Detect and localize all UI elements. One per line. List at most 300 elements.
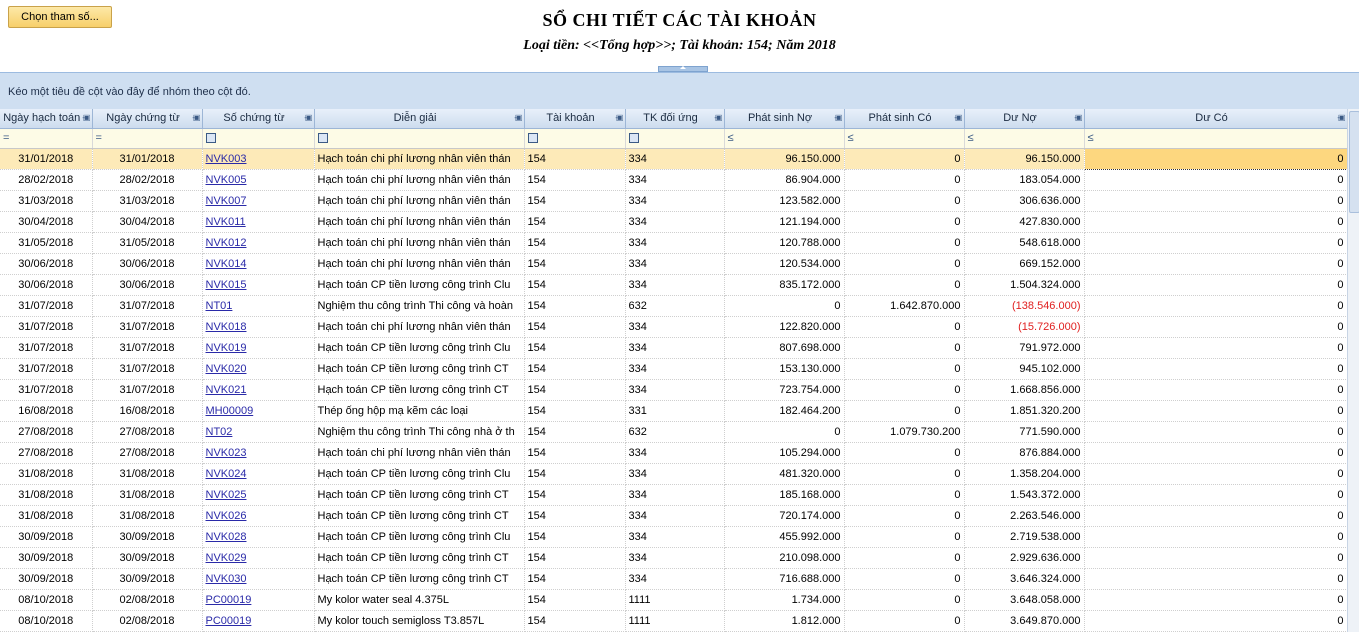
table-row[interactable] — [0, 379, 1347, 400]
cell-debit-amount[interactable]: 121.194.000 — [724, 211, 844, 232]
cell-credit-balance[interactable]: 0 — [1084, 505, 1347, 526]
cell-posting-date[interactable]: 31/03/2018 — [0, 190, 92, 211]
column-header-credit-balance[interactable] — [1084, 109, 1347, 128]
filter-cell-debit-amount[interactable] — [724, 128, 844, 148]
cell-voucher-date[interactable]: 27/08/2018 — [92, 442, 202, 463]
cell-posting-date[interactable]: 08/10/2018 — [0, 610, 92, 631]
filter-checkbox-icon[interactable] — [318, 133, 328, 143]
cell-credit-amount[interactable]: 0 — [844, 610, 964, 631]
cell-account[interactable]: 154 — [524, 190, 625, 211]
voucher-link[interactable]: NVK026 — [205, 509, 247, 522]
cell-debit-balance[interactable]: (15.726.000) — [964, 316, 1084, 337]
column-header-contra-account[interactable] — [625, 109, 724, 128]
cell-account[interactable]: 154 — [524, 295, 625, 316]
cell-credit-amount[interactable]: 0 — [844, 400, 964, 421]
cell-voucher-date[interactable]: 30/09/2018 — [92, 568, 202, 589]
cell-voucher-date[interactable]: 30/06/2018 — [92, 274, 202, 295]
cell-credit-amount[interactable]: 0 — [844, 274, 964, 295]
cell-account[interactable]: 154 — [524, 211, 625, 232]
cell-account[interactable]: 154 — [524, 253, 625, 274]
cell-debit-amount[interactable]: 153.130.000 — [724, 358, 844, 379]
filter-operator[interactable]: ≤ — [1087, 132, 1094, 144]
cell-contra-account[interactable]: 334 — [625, 274, 724, 295]
cell-contra-account[interactable]: 334 — [625, 526, 724, 547]
cell-description[interactable]: Nghiệm thu công trình Thi công nhà ở th — [314, 421, 524, 442]
voucher-link[interactable]: PC00019 — [205, 593, 252, 606]
table-row[interactable] — [0, 316, 1347, 337]
cell-debit-balance[interactable]: 1.504.324.000 — [964, 274, 1084, 295]
pin-icon[interactable]: -▣ — [834, 113, 841, 122]
cell-description[interactable]: Hạch toán CP tiền lương công trình CT — [314, 505, 524, 526]
cell-posting-date[interactable]: 31/01/2018 — [0, 148, 92, 169]
cell-contra-account[interactable]: 1111 — [625, 610, 724, 631]
cell-description[interactable]: Hạch toán CP tiền lương công trình Clu — [314, 274, 524, 295]
cell-account[interactable]: 154 — [524, 169, 625, 190]
cell-description[interactable]: My kolor water seal 4.375L — [314, 589, 524, 610]
cell-posting-date[interactable]: 27/08/2018 — [0, 421, 92, 442]
cell-description[interactable]: Hạch toán CP tiền lương công trình CT — [314, 484, 524, 505]
cell-credit-amount[interactable]: 0 — [844, 568, 964, 589]
cell-account[interactable]: 154 — [524, 610, 625, 631]
scrollbar-thumb[interactable] — [1349, 111, 1359, 213]
cell-contra-account[interactable]: 334 — [625, 379, 724, 400]
cell-posting-date[interactable]: 27/08/2018 — [0, 442, 92, 463]
cell-debit-amount[interactable]: 182.464.200 — [724, 400, 844, 421]
cell-voucher-date[interactable]: 31/07/2018 — [92, 295, 202, 316]
cell-account[interactable]: 154 — [524, 526, 625, 547]
cell-debit-balance[interactable]: 1.358.204.000 — [964, 463, 1084, 484]
cell-description[interactable]: Hạch toán CP tiền lương công trình Clu — [314, 463, 524, 484]
cell-contra-account[interactable]: 334 — [625, 442, 724, 463]
voucher-link[interactable]: NVK019 — [205, 341, 247, 354]
cell-credit-balance[interactable]: 0 — [1084, 568, 1347, 589]
table-row[interactable] — [0, 400, 1347, 421]
cell-credit-amount[interactable]: 0 — [844, 148, 964, 169]
pin-icon[interactable]: -▣ — [192, 113, 199, 122]
cell-account[interactable]: 154 — [524, 442, 625, 463]
cell-voucher-no — [202, 568, 314, 589]
cell-account[interactable]: 154 — [524, 547, 625, 568]
cell-credit-balance[interactable]: 0 — [1084, 274, 1347, 295]
cell-credit-amount[interactable]: 0 — [844, 379, 964, 400]
cell-voucher-date[interactable]: 31/07/2018 — [92, 316, 202, 337]
cell-voucher-date[interactable]: 28/02/2018 — [92, 169, 202, 190]
cell-account[interactable]: 154 — [524, 337, 625, 358]
cell-credit-amount[interactable]: 0 — [844, 316, 964, 337]
voucher-link[interactable]: NVK015 — [205, 278, 247, 291]
cell-debit-amount[interactable]: 723.754.000 — [724, 379, 844, 400]
cell-credit-amount[interactable]: 0 — [844, 589, 964, 610]
cell-description[interactable]: Hạch toán chi phí lương nhân viên thán — [314, 190, 524, 211]
voucher-link[interactable]: NVK023 — [205, 446, 247, 459]
column-header-description[interactable] — [314, 109, 524, 128]
cell-credit-balance[interactable]: 0 — [1084, 190, 1347, 211]
filter-operator[interactable]: ≤ — [727, 132, 734, 144]
cell-description[interactable]: Hạch toán chi phí lương nhân viên thán — [314, 211, 524, 232]
cell-posting-date[interactable]: 30/04/2018 — [0, 211, 92, 232]
cell-credit-balance[interactable]: 0 — [1084, 211, 1347, 232]
table-row[interactable] — [0, 232, 1347, 253]
vertical-scrollbar[interactable] — [1347, 109, 1359, 632]
cell-voucher-date[interactable]: 30/06/2018 — [92, 253, 202, 274]
voucher-link[interactable]: NVK024 — [205, 467, 247, 480]
column-header-credit-amount[interactable] — [844, 109, 964, 128]
cell-debit-balance[interactable]: 1.851.320.200 — [964, 400, 1084, 421]
cell-contra-account[interactable]: 334 — [625, 253, 724, 274]
cell-credit-amount[interactable]: 0 — [844, 253, 964, 274]
cell-debit-amount[interactable]: 86.904.000 — [724, 169, 844, 190]
cell-debit-balance[interactable]: 1.668.856.000 — [964, 379, 1084, 400]
cell-posting-date[interactable]: 31/07/2018 — [0, 337, 92, 358]
cell-debit-amount[interactable]: 807.698.000 — [724, 337, 844, 358]
table-row[interactable] — [0, 442, 1347, 463]
cell-credit-amount[interactable]: 0 — [844, 232, 964, 253]
cell-contra-account[interactable]: 334 — [625, 148, 724, 169]
cell-credit-amount[interactable]: 1.079.730.200 — [844, 421, 964, 442]
cell-credit-amount[interactable]: 0 — [844, 337, 964, 358]
cell-debit-balance[interactable]: 427.830.000 — [964, 211, 1084, 232]
cell-description[interactable]: Hạch toán CP tiền lương công trình CT — [314, 547, 524, 568]
cell-description[interactable]: Hạch toán chi phí lương nhân viên thán — [314, 442, 524, 463]
cell-credit-balance[interactable]: 0 — [1084, 316, 1347, 337]
table-row[interactable] — [0, 421, 1347, 442]
table-row[interactable] — [0, 463, 1347, 484]
cell-contra-account[interactable]: 334 — [625, 337, 724, 358]
cell-posting-date[interactable]: 31/05/2018 — [0, 232, 92, 253]
cell-debit-amount[interactable]: 835.172.000 — [724, 274, 844, 295]
table-row[interactable] — [0, 169, 1347, 190]
cell-debit-balance[interactable]: 1.543.372.000 — [964, 484, 1084, 505]
cell-voucher-no — [202, 253, 314, 274]
cell-debit-balance[interactable]: 2.929.636.000 — [964, 547, 1084, 568]
cell-account[interactable]: 154 — [524, 148, 625, 169]
voucher-link[interactable]: PC00019 — [205, 614, 252, 627]
cell-posting-date[interactable]: 31/07/2018 — [0, 379, 92, 400]
filter-cell-posting-date[interactable] — [0, 128, 92, 148]
cell-debit-amount[interactable]: 120.788.000 — [724, 232, 844, 253]
table-row[interactable] — [0, 337, 1347, 358]
cell-credit-balance[interactable]: 0 — [1084, 442, 1347, 463]
table-row[interactable] — [0, 358, 1347, 379]
cell-debit-amount[interactable]: 1.734.000 — [724, 589, 844, 610]
filter-operator[interactable]: = — [95, 132, 102, 144]
cell-debit-balance[interactable]: 791.972.000 — [964, 337, 1084, 358]
cell-description[interactable]: Hạch toán CP tiền lương công trình Clu — [314, 526, 524, 547]
cell-debit-amount[interactable]: 0 — [724, 421, 844, 442]
cell-account[interactable]: 154 — [524, 274, 625, 295]
filter-cell-contra-account[interactable] — [625, 128, 724, 148]
cell-posting-date[interactable]: 30/09/2018 — [0, 526, 92, 547]
cell-credit-amount[interactable]: 0 — [844, 547, 964, 568]
cell-credit-balance[interactable]: 0 — [1084, 400, 1347, 421]
cell-credit-balance[interactable]: 0 — [1084, 358, 1347, 379]
pin-icon[interactable]: -▣ — [514, 113, 521, 122]
cell-contra-account[interactable]: 334 — [625, 484, 724, 505]
cell-debit-balance[interactable]: 548.618.000 — [964, 232, 1084, 253]
cell-voucher-date[interactable]: 02/08/2018 — [92, 610, 202, 631]
table-row[interactable] — [0, 211, 1347, 232]
cell-credit-balance[interactable]: 0 — [1084, 379, 1347, 400]
cell-debit-amount[interactable]: 105.294.000 — [724, 442, 844, 463]
voucher-link[interactable]: NVK025 — [205, 488, 247, 501]
cell-account[interactable]: 154 — [524, 379, 625, 400]
cell-voucher-date[interactable]: 31/07/2018 — [92, 358, 202, 379]
cell-debit-amount[interactable]: 716.688.000 — [724, 568, 844, 589]
cell-credit-amount[interactable]: 0 — [844, 358, 964, 379]
voucher-link[interactable]: NVK012 — [205, 236, 247, 249]
cell-posting-date[interactable]: 08/10/2018 — [0, 589, 92, 610]
cell-account[interactable]: 154 — [524, 505, 625, 526]
cell-posting-date[interactable]: 31/07/2018 — [0, 316, 92, 337]
cell-credit-amount[interactable]: 1.642.870.000 — [844, 295, 964, 316]
table-row[interactable] — [0, 547, 1347, 568]
cell-debit-balance[interactable]: 2.719.538.000 — [964, 526, 1084, 547]
cell-debit-balance[interactable]: 3.649.870.000 — [964, 610, 1084, 631]
pin-icon[interactable]: -▣ — [615, 113, 622, 122]
cell-voucher-date[interactable]: 27/08/2018 — [92, 421, 202, 442]
cell-account[interactable]: 154 — [524, 463, 625, 484]
cell-voucher-date[interactable]: 31/01/2018 — [92, 148, 202, 169]
cell-voucher-date[interactable]: 31/03/2018 — [92, 190, 202, 211]
filter-cell-account[interactable] — [524, 128, 625, 148]
table-row[interactable] — [0, 148, 1347, 169]
cell-debit-amount[interactable]: 185.168.000 — [724, 484, 844, 505]
cell-posting-date[interactable]: 30/09/2018 — [0, 547, 92, 568]
filter-checkbox-icon[interactable] — [528, 133, 538, 143]
cell-credit-balance[interactable]: 0 — [1084, 547, 1347, 568]
cell-debit-balance[interactable]: 96.150.000 — [964, 148, 1084, 169]
voucher-link[interactable]: NVK007 — [205, 194, 247, 207]
cell-description[interactable]: Thép ống hộp mạ kẽm các loại — [314, 400, 524, 421]
table-row[interactable] — [0, 484, 1347, 505]
cell-debit-amount[interactable]: 481.320.000 — [724, 463, 844, 484]
cell-description[interactable]: Hạch toán CP tiền lương công trình CT — [314, 568, 524, 589]
cell-credit-balance[interactable]: 0 — [1084, 610, 1347, 631]
table-row[interactable] — [0, 589, 1347, 610]
voucher-link[interactable]: NT01 — [205, 299, 233, 312]
cell-description[interactable]: My kolor touch semigloss T3.857L — [314, 610, 524, 631]
cell-debit-balance[interactable]: 3.646.324.000 — [964, 568, 1084, 589]
cell-account[interactable]: 154 — [524, 568, 625, 589]
column-header-debit-amount[interactable] — [724, 109, 844, 128]
filter-cell-voucher-date[interactable] — [92, 128, 202, 148]
cell-account[interactable]: 154 — [524, 316, 625, 337]
voucher-link[interactable]: NVK014 — [205, 257, 247, 270]
column-header-voucher-no[interactable] — [202, 109, 314, 128]
filter-checkbox-icon[interactable] — [206, 133, 216, 143]
cell-description[interactable]: Hạch toán CP tiền lương công trình CT — [314, 379, 524, 400]
cell-credit-balance[interactable]: 0 — [1084, 484, 1347, 505]
column-header-voucher-date[interactable] — [92, 109, 202, 128]
cell-credit-balance[interactable]: 0 — [1084, 589, 1347, 610]
cell-credit-balance[interactable]: 0 — [1084, 526, 1347, 547]
column-header-debit-balance[interactable] — [964, 109, 1084, 128]
cell-contra-account[interactable]: 632 — [625, 421, 724, 442]
cell-contra-account[interactable]: 334 — [625, 232, 724, 253]
cell-description[interactable]: Hạch toán CP tiền lương công trình Clu — [314, 337, 524, 358]
cell-debit-amount[interactable]: 720.174.000 — [724, 505, 844, 526]
cell-credit-balance[interactable]: 0 — [1084, 337, 1347, 358]
cell-contra-account[interactable]: 334 — [625, 169, 724, 190]
cell-voucher-date[interactable]: 31/08/2018 — [92, 505, 202, 526]
cell-posting-date[interactable]: 16/08/2018 — [0, 400, 92, 421]
filter-operator[interactable]: ≤ — [847, 132, 854, 144]
filter-cell-description[interactable] — [314, 128, 524, 148]
cell-description[interactable]: Hạch toán chi phí lương nhân viên thán — [314, 169, 524, 190]
cell-credit-amount[interactable]: 0 — [844, 463, 964, 484]
filter-operator[interactable]: ≤ — [967, 132, 974, 144]
table-row[interactable] — [0, 274, 1347, 295]
cell-description[interactable]: Hạch toán CP tiền lương công trình CT — [314, 358, 524, 379]
cell-description[interactable]: Nghiệm thu công trình Thi công và hoàn — [314, 295, 524, 316]
table-row[interactable] — [0, 190, 1347, 211]
cell-voucher-date[interactable]: 31/05/2018 — [92, 232, 202, 253]
choose-parameters-button[interactable]: Chọn tham số... — [8, 6, 112, 28]
cell-voucher-date[interactable]: 02/08/2018 — [92, 589, 202, 610]
pin-icon[interactable]: -▣ — [714, 113, 721, 122]
table-row[interactable] — [0, 568, 1347, 589]
cell-credit-balance[interactable]: 0 — [1084, 253, 1347, 274]
voucher-link[interactable]: NVK029 — [205, 551, 247, 564]
voucher-link[interactable]: MH00009 — [205, 404, 254, 417]
table-row[interactable] — [0, 295, 1347, 316]
voucher-link[interactable]: NVK021 — [205, 383, 247, 396]
cell-posting-date[interactable]: 30/09/2018 — [0, 568, 92, 589]
cell-posting-date[interactable]: 31/07/2018 — [0, 358, 92, 379]
cell-debit-balance[interactable]: 876.884.000 — [964, 442, 1084, 463]
filter-checkbox-icon[interactable] — [629, 133, 639, 143]
voucher-link[interactable]: NVK005 — [205, 173, 247, 186]
cell-credit-amount[interactable]: 0 — [844, 484, 964, 505]
cell-debit-balance[interactable]: 669.152.000 — [964, 253, 1084, 274]
cell-credit-balance[interactable]: 0 — [1084, 169, 1347, 190]
cell-debit-amount[interactable]: 0 — [724, 295, 844, 316]
cell-debit-amount[interactable]: 455.992.000 — [724, 526, 844, 547]
cell-account[interactable]: 154 — [524, 484, 625, 505]
cell-debit-balance[interactable]: 945.102.000 — [964, 358, 1084, 379]
cell-credit-balance[interactable]: 0 — [1084, 148, 1347, 169]
cell-contra-account[interactable]: 334 — [625, 190, 724, 211]
cell-credit-amount[interactable]: 0 — [844, 505, 964, 526]
cell-contra-account[interactable]: 334 — [625, 505, 724, 526]
cell-debit-amount[interactable]: 123.582.000 — [724, 190, 844, 211]
cell-posting-date[interactable]: 31/07/2018 — [0, 295, 92, 316]
table-row[interactable] — [0, 253, 1347, 274]
cell-debit-amount[interactable]: 122.820.000 — [724, 316, 844, 337]
cell-account[interactable]: 154 — [524, 358, 625, 379]
cell-credit-amount[interactable]: 0 — [844, 169, 964, 190]
filter-cell-credit-balance[interactable] — [1084, 128, 1347, 148]
table-row[interactable] — [0, 526, 1347, 547]
cell-credit-amount[interactable]: 0 — [844, 442, 964, 463]
table-row[interactable] — [0, 610, 1347, 631]
cell-credit-balance[interactable]: 0 — [1084, 295, 1347, 316]
pin-icon[interactable]: -▣ — [954, 113, 961, 122]
voucher-link[interactable]: NVK028 — [205, 530, 247, 543]
cell-voucher-date[interactable]: 31/07/2018 — [92, 379, 202, 400]
cell-contra-account[interactable]: 334 — [625, 463, 724, 484]
filter-cell-credit-amount[interactable] — [844, 128, 964, 148]
cell-credit-balance[interactable]: 0 — [1084, 421, 1347, 442]
cell-credit-balance[interactable]: 0 — [1084, 463, 1347, 484]
cell-debit-balance[interactable]: (138.546.000) — [964, 295, 1084, 316]
cell-debit-amount[interactable]: 210.098.000 — [724, 547, 844, 568]
cell-contra-account[interactable]: 334 — [625, 316, 724, 337]
column-header-posting-date[interactable] — [0, 109, 92, 128]
column-header-account[interactable] — [524, 109, 625, 128]
cell-debit-balance[interactable]: 2.263.546.000 — [964, 505, 1084, 526]
cell-posting-date[interactable]: 30/06/2018 — [0, 274, 92, 295]
filter-operator[interactable]: = — [3, 132, 10, 144]
cell-account[interactable]: 154 — [524, 400, 625, 421]
cell-description[interactable]: Hạch toán chi phí lương nhân viên thán — [314, 316, 524, 337]
cell-voucher-no — [202, 295, 314, 316]
cell-contra-account[interactable]: 632 — [625, 295, 724, 316]
pin-icon[interactable]: -▣ — [1074, 113, 1081, 122]
cell-voucher-date[interactable]: 31/07/2018 — [92, 337, 202, 358]
pin-icon[interactable]: -▣ — [1337, 113, 1344, 122]
cell-voucher-date[interactable]: 30/09/2018 — [92, 526, 202, 547]
cell-debit-balance[interactable]: 183.054.000 — [964, 169, 1084, 190]
cell-contra-account[interactable]: 1111 — [625, 589, 724, 610]
voucher-link[interactable]: NT02 — [205, 425, 233, 438]
filter-cell-debit-balance[interactable] — [964, 128, 1084, 148]
cell-posting-date[interactable]: 28/02/2018 — [0, 169, 92, 190]
cell-credit-amount[interactable]: 0 — [844, 211, 964, 232]
cell-description[interactable]: Hạch toán chi phí lương nhân viên thán — [314, 253, 524, 274]
cell-debit-balance[interactable]: 3.648.058.000 — [964, 589, 1084, 610]
voucher-link[interactable]: NVK018 — [205, 320, 247, 333]
cell-debit-amount[interactable]: 120.534.000 — [724, 253, 844, 274]
cell-account[interactable]: 154 — [524, 421, 625, 442]
cell-posting-date[interactable]: 31/08/2018 — [0, 463, 92, 484]
cell-contra-account[interactable]: 331 — [625, 400, 724, 421]
cell-posting-date[interactable]: 31/08/2018 — [0, 484, 92, 505]
cell-posting-date[interactable]: 30/06/2018 — [0, 253, 92, 274]
voucher-link[interactable]: NVK011 — [205, 215, 246, 228]
cell-description[interactable]: Hạch toán chi phí lương nhân viên thán — [314, 232, 524, 253]
cell-contra-account[interactable]: 334 — [625, 211, 724, 232]
cell-debit-amount[interactable]: 96.150.000 — [724, 148, 844, 169]
pin-icon[interactable]: -▣ — [304, 113, 311, 122]
cell-contra-account[interactable]: 334 — [625, 358, 724, 379]
group-by-panel[interactable] — [0, 72, 1359, 109]
cell-voucher-date[interactable]: 30/09/2018 — [92, 547, 202, 568]
cell-contra-account[interactable]: 334 — [625, 547, 724, 568]
cell-voucher-date[interactable]: 31/08/2018 — [92, 484, 202, 505]
voucher-link[interactable]: NVK030 — [205, 572, 247, 585]
cell-voucher-date[interactable]: 16/08/2018 — [92, 400, 202, 421]
cell-description[interactable]: Hạch toán chi phí lương nhân viên thán — [314, 148, 524, 169]
cell-credit-amount[interactable]: 0 — [844, 190, 964, 211]
cell-account[interactable]: 154 — [524, 589, 625, 610]
cell-debit-balance[interactable]: 771.590.000 — [964, 421, 1084, 442]
cell-voucher-date[interactable]: 31/08/2018 — [92, 463, 202, 484]
voucher-link[interactable]: NVK020 — [205, 362, 247, 375]
cell-voucher-date[interactable]: 30/04/2018 — [92, 211, 202, 232]
table-row[interactable] — [0, 505, 1347, 526]
voucher-link[interactable]: NVK003 — [205, 152, 247, 165]
cell-contra-account[interactable]: 334 — [625, 568, 724, 589]
cell-credit-amount[interactable]: 0 — [844, 526, 964, 547]
cell-debit-balance[interactable]: 306.636.000 — [964, 190, 1084, 211]
cell-credit-balance[interactable]: 0 — [1084, 232, 1347, 253]
cell-account[interactable]: 154 — [524, 232, 625, 253]
filter-cell-voucher-no[interactable] — [202, 128, 314, 148]
cell-posting-date[interactable]: 31/08/2018 — [0, 505, 92, 526]
pin-icon[interactable]: -▣ — [82, 113, 89, 122]
cell-debit-amount[interactable]: 1.812.000 — [724, 610, 844, 631]
